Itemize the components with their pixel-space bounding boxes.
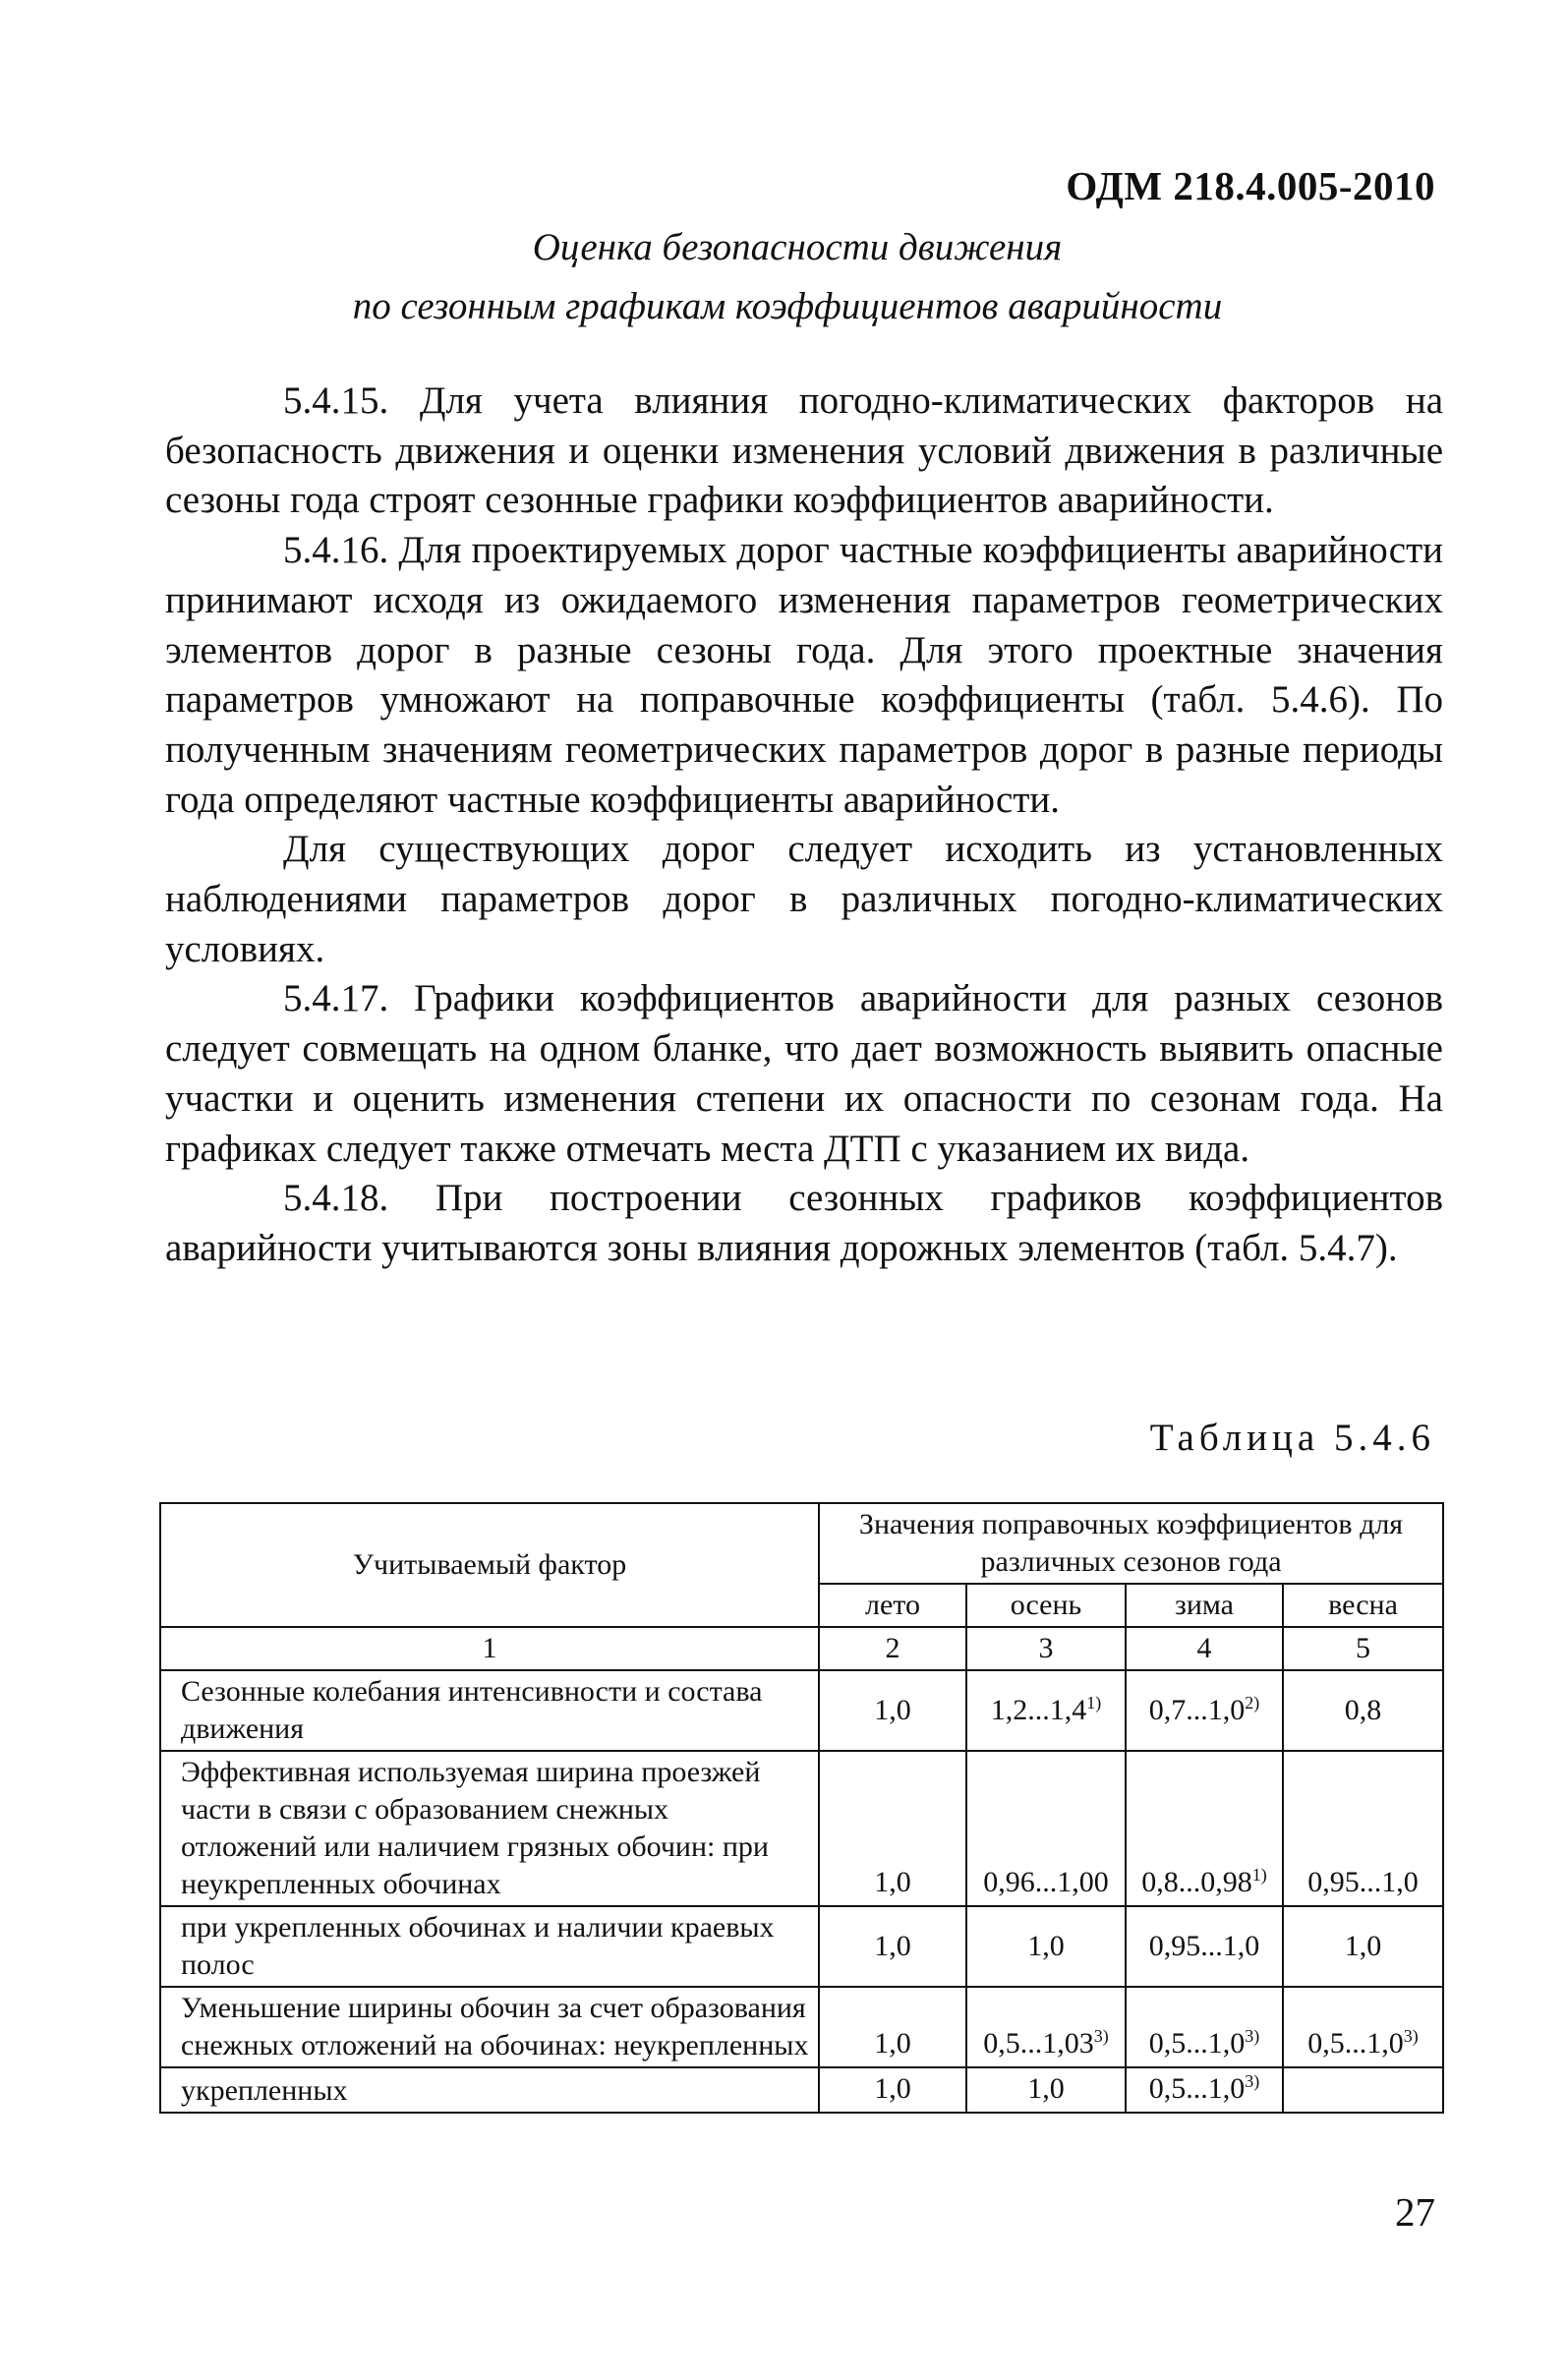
value-cell [819,1987,966,2067]
value-text: 0,5...1,0 [1307,2027,1404,2060]
column-number: 3 [966,1627,1126,1670]
value-cell [1283,1906,1443,1987]
footnote-mark: 1) [1251,1865,1267,1885]
table-caption: Таблица 5.4.6 [1149,1417,1435,1459]
value-cell [1283,1987,1443,2067]
value-text: 0,5...1,03 [983,2027,1094,2060]
value-text: 0,96...1,00 [983,1866,1109,1898]
season-spring: весна [1283,1584,1443,1627]
value-text: 0,5...1,0 [1148,2027,1246,2060]
table-row [160,1987,1443,2067]
value-text: 1,0 [874,1866,911,1898]
value-cell [1126,1670,1283,1751]
column-number: 4 [1126,1627,1283,1670]
value-text: 0,8...0,98 [1141,1866,1252,1898]
value-text: 1,0 [1344,1930,1382,1962]
footnote-mark: 3) [1093,2026,1109,2046]
value-cell [966,1670,1126,1751]
value-cell [1126,1906,1283,1987]
value-text: 1,0 [1027,1930,1065,1962]
value-cell [966,1751,1126,1906]
factor-cell: Сезонные колебания интенсивности и состава движения [160,1670,819,1751]
paragraph-5-4-16: 5.4.16. Для проектируемых дорог частные коэффициенты аварийности принимают исходя из ожидаемого изменения параметров геометрических элементов дорог в разные сезоны года. Для этого проектные значения параметров умножают на поправочные коэффициенты (табл. 5.4.6). По полученным значениям геометрических параметров дорог в разные периоды года определяют частные коэффициенты аварийности. [165,529,1443,821]
header-values: Значения поправочных коэффициентов для различных сезонов года [819,1503,1443,1584]
value-cell [1283,1670,1443,1751]
value-cell [966,2067,1126,2113]
season-winter: зима [1126,1584,1283,1627]
value-text: 1,0 [874,1930,911,1962]
paragraph-5-4-17: 5.4.17. Графики коэффициентов аварийности для разных сезонов следует совмещать на одном бланке, что дает возможность выявить опасные участки и оценить изменения степени их опасности по сезонам года. На графиках следует также отмечать места ДТП с указанием их вида. [165,977,1443,1170]
value-cell [1126,1987,1283,2067]
footnote-mark: 3) [1403,2026,1419,2046]
paragraph-5-4-18: 5.4.18. При построении сезонных графиков коэффициентов аварийности учитываются зоны влияния дорожных элементов (табл. 5.4.7). [165,1177,1443,1269]
footnote-mark: 3) [1245,2026,1260,2046]
value-cell [1283,2067,1443,2113]
value-text: 1,0 [874,2027,911,2060]
footnote-mark: 2) [1245,1693,1260,1712]
table-number-row [160,1627,1443,1670]
value-text: 0,95...1,0 [1148,1930,1260,1962]
table-row [160,1751,1443,1906]
correction-coefficients-table [159,1502,1444,2114]
header-factor: Учитываемый фактор [160,1503,819,1627]
footnote-mark: 3) [1245,2071,1260,2091]
value-cell [966,1906,1126,1987]
column-number: 5 [1283,1627,1443,1670]
paragraph-existing-roads: Для существующих дорог следует исходить из установленных наблюдениями параметров дорог в различных погодно-климатических условиях. [165,828,1443,970]
section-subtitle-line-2: по сезонным графикам коэффициентов аварийности [352,285,1223,327]
page-number: 27 [1395,2189,1435,2235]
season-autumn: осень [966,1584,1126,1627]
factor-cell: Эффективная используемая ширина проезжей части в связи с образованием снежных отложений или наличием грязных обочин: при неукрепленных обочинах [160,1751,819,1906]
paragraph-5-4-15: 5.4.15. Для учета влияния погодно-климатических факторов на безопасность движения и оценки изменения условий движения в различные сезоны года строят сезонные графики коэффициентов аварийности. [165,379,1443,522]
value-cell [819,1751,966,1906]
section-subtitle-line-1: Оценка безопасности движения [532,226,1063,268]
document-code: ОДМ 218.4.005-2010 [1066,163,1435,208]
table-row [160,2067,1443,2113]
footnote-mark: 1) [1086,1693,1102,1712]
value-cell [966,1987,1126,2067]
column-number: 2 [819,1627,966,1670]
value-cell [819,2067,966,2113]
factor-cell: Уменьшение ширины обочин за счет образования снежных отложений на обочинах: неукрепленных [160,1987,819,2067]
value-cell [1283,1751,1443,1906]
table-row [160,1670,1443,1751]
value-cell [1126,1751,1283,1906]
value-text: 1,0 [874,2072,911,2105]
factor-cell: укрепленных [160,2067,819,2113]
value-text: 1,2...1,4 [990,1694,1087,1726]
value-text: 0,7...1,0 [1148,1694,1246,1726]
value-text: 0,95...1,0 [1307,1866,1419,1898]
table-header-row [160,1503,1443,1584]
value-cell [819,1906,966,1987]
value-text: 1,0 [874,1694,911,1726]
value-cell [819,1670,966,1751]
season-summer: лето [819,1584,966,1627]
factor-cell: при укрепленных обочинах и наличии краевых полос [160,1906,819,1987]
value-text: 0,8 [1344,1694,1382,1726]
column-number: 1 [160,1627,819,1670]
table-row [160,1906,1443,1987]
value-text: 1,0 [1027,2072,1065,2105]
value-cell [1126,2067,1283,2113]
body-text [165,377,1443,1274]
value-text: 0,5...1,0 [1148,2072,1246,2105]
